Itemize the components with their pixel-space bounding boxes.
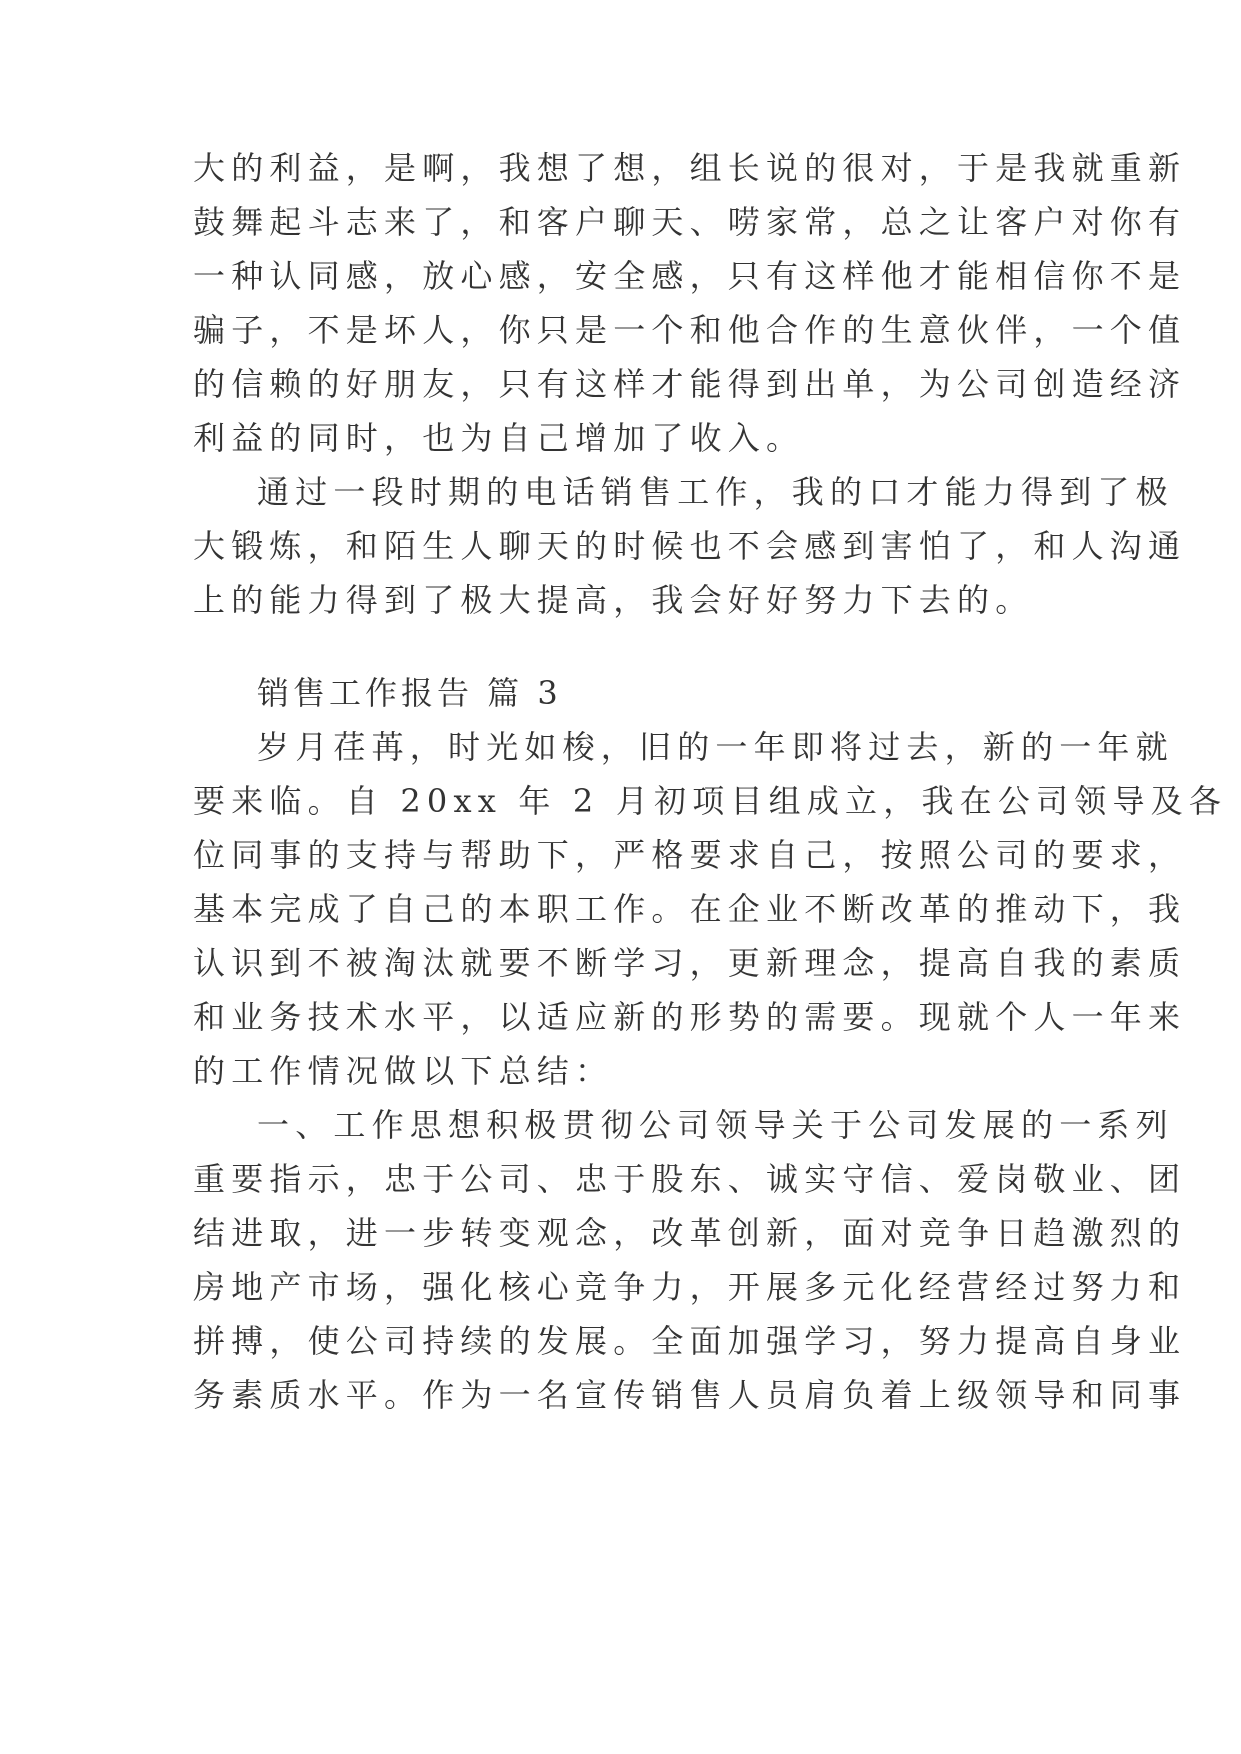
paragraph-line: 位同事的支持与帮助下，严格要求自己，按照公司的要求，: [193, 836, 1187, 874]
paragraph-line: 认识到不被淘汰就要不断学习，更新理念，提高自我的素质: [193, 944, 1187, 982]
paragraph-line: 大锻炼，和陌生人聊天的时候也不会感到害怕了，和人沟通: [193, 527, 1187, 565]
paragraph-line: 一种认同感，放心感，安全感，只有这样他才能相信你不是: [193, 257, 1187, 295]
section-heading: 销售工作报告 篇 3: [257, 674, 562, 712]
paragraph-line: 的信赖的好朋友，只有这样才能得到出单，为公司创造经济: [193, 365, 1187, 403]
paragraph-line: 一、工作思想积极贯彻公司领导关于公司发展的一系列: [257, 1106, 1174, 1144]
paragraph-line: 通过一段时期的电话销售工作，我的口才能力得到了极: [257, 473, 1174, 511]
paragraph-line: 结进取，进一步转变观念，改革创新，面对竞争日趋激烈的: [193, 1214, 1187, 1252]
paragraph-line: 利益的同时，也为自己增加了收入。: [193, 419, 805, 457]
paragraph-line: 重要指示，忠于公司、忠于股东、诚实守信、爱岗敬业、团: [193, 1160, 1187, 1198]
paragraph-line: 鼓舞起斗志来了，和客户聊天、唠家常，总之让客户对你有: [193, 203, 1187, 241]
paragraph-line: 上的能力得到了极大提高，我会好好努力下去的。: [193, 581, 1034, 619]
paragraph-line: 要来临。自 20xx 年 2 月初项目组成立，我在公司领导及各: [193, 782, 1228, 820]
paragraph-line: 基本完成了自己的本职工作。在企业不断改革的推动下，我: [193, 890, 1187, 928]
paragraph-line: 岁月荏苒，时光如梭，旧的一年即将过去，新的一年就: [257, 728, 1174, 766]
paragraph-line: 的工作情况做以下总结：: [193, 1052, 614, 1090]
paragraph-line: 务素质水平。作为一名宣传销售人员肩负着上级领导和同事: [193, 1376, 1187, 1414]
paragraph-line: 房地产市场，强化核心竞争力，开展多元化经营经过努力和: [193, 1268, 1187, 1306]
paragraph-line: 拼搏，使公司持续的发展。全面加强学习，努力提高自身业: [193, 1322, 1187, 1360]
paragraph-line: 大的利益，是啊，我想了想，组长说的很对，于是我就重新: [193, 149, 1187, 187]
paragraph-line: 和业务技术水平，以适应新的形势的需要。现就个人一年来: [193, 998, 1187, 1036]
paragraph-line: 骗子，不是坏人，你只是一个和他合作的生意伙伴，一个值: [193, 311, 1187, 349]
